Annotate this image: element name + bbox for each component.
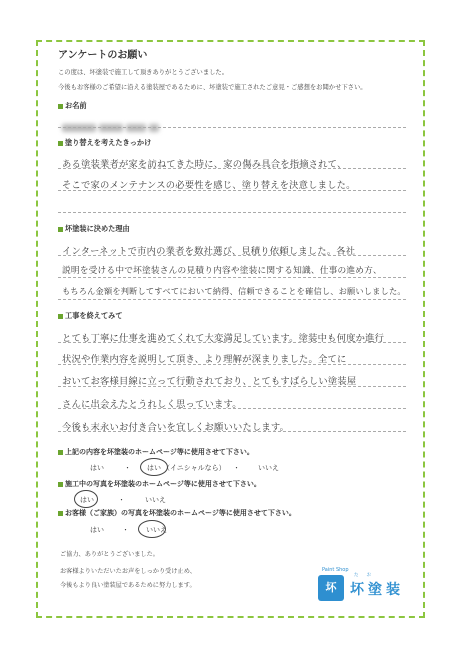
intro-line-1: この度は、坏塗装で施工して頂きありがとうございました。 [58,69,229,76]
answer-line [58,190,406,191]
section-marker-icon [58,511,63,516]
q3-separator: ・ [122,526,129,534]
q1-option-initials-note: （イニシャルなら） [163,464,226,472]
decision-text-1: インターネットで市内の業者を数社選び、見積り依頼しました。各社 [62,246,356,257]
logo-tagline: Paint Shop [322,567,349,573]
question-1-label: 上記の内容を坏塗装のホームページ等に使用させて下さい。 [65,448,254,456]
finished-text-5: 今後も末永いお付き合いを宜しくお願いいたします。 [62,422,290,433]
answer-line [58,364,406,365]
answer-line [58,431,406,432]
answer-line [58,386,406,387]
answer-line [58,255,406,256]
section-marker-icon [58,482,63,487]
q1-answer-circle [140,458,168,476]
answer-line [58,127,406,128]
answer-line [58,212,406,213]
q3-option-yes[interactable]: はい [90,526,104,534]
intro-line-2: 今後もお客様のご希望に沿える塗装屋であるために、坏塗装で施工されたご意見・ご感想をお聞かせ下さい。 [58,84,367,91]
finished-text-2: 状況や作業内容を説明して頂き、より理解が深まりました。全てに [62,354,347,365]
q2-option-no[interactable]: いいえ [145,496,166,504]
section-name [58,101,87,111]
logo-mark-icon: 坏 [318,575,344,601]
answer-line [58,342,406,343]
section-finished-label: 工事を終えてみて [65,311,123,320]
q1-separator-2: ・ [233,464,240,472]
section-finished [58,311,123,321]
reason-text-1: ある塗装業者が家を訪ねてきた時に、家の傷み具合を指摘されて、 [62,159,347,170]
section-decision-label: 坏塗装に決めた理由 [65,224,130,233]
section-marker-icon [58,450,63,455]
finished-text-4: さんに出会えたとうれしく思っています。 [62,399,242,410]
q2-separator: ・ [118,496,125,504]
q1-separator-1: ・ [124,464,131,472]
finished-text-3: おいてお客様目線に立って行動されており、とてもすばらしい塗装屋 [62,376,357,387]
decision-text-3: もちろん金額を判断してすべてにおいて納得、信頼できることを確信し、お願いしました。 [62,286,406,296]
q3-answer-circle [138,520,166,538]
q1-option-no[interactable]: いいえ [258,464,279,472]
survey-title: アンケートのお願い [58,50,148,61]
footer-thanks: ご協力、ありがとうございました。 [60,551,159,558]
q3-option-no[interactable]: いいえ [146,526,167,534]
q1-option-yes[interactable]: はい [90,464,104,472]
answer-line [58,168,406,169]
name-redacted [62,117,182,127]
company-logo [318,567,422,603]
section-name-label: お名前 [65,101,87,110]
logo-ruby: たお [354,573,379,578]
question-2 [58,479,261,489]
section-marker-icon [58,314,63,319]
reason-text-2: そこで家のメンテナンスの必要性を感じ、塗り替えを決意しました。 [62,180,356,191]
section-reason [58,138,151,148]
question-3 [58,508,296,518]
answer-line [58,277,406,278]
logo-text: 坏塗装 [350,582,404,598]
decision-text-2: 説明を受ける中で坏塗装さんの見積り内容や塗装に関する知識、仕事の進め方、 [62,266,382,276]
section-marker-icon [58,104,63,109]
section-decision [58,224,130,234]
section-marker-icon [58,141,63,146]
section-reason-label: 塗り替えを考えたきっかけ [65,138,152,147]
section-marker-icon [58,227,63,232]
question-1 [58,447,254,457]
answer-line [58,408,406,409]
q2-option-yes[interactable]: はい [80,496,94,504]
question-3-label: お客様（ご家族）の写真を坏塗装のホームページ等に使用させて下さい。 [65,509,296,517]
q1-option-yes-initials[interactable]: はい [147,464,161,472]
footer-line-2: お客様よりいただいたお声をしっかり受け止め、 [60,568,196,575]
question-2-label: 施工中の写真を坏塗装のホームページ等に使用させて下さい。 [65,480,261,488]
q2-answer-circle [74,490,98,508]
answer-line [58,299,406,300]
footer-line-3: 今後もより良い塗装屋であるために努力します。 [60,582,196,589]
finished-text-1: とても丁寧に仕事を進めてくれて大変満足しています。塗装中も何度か進行 [62,333,385,344]
